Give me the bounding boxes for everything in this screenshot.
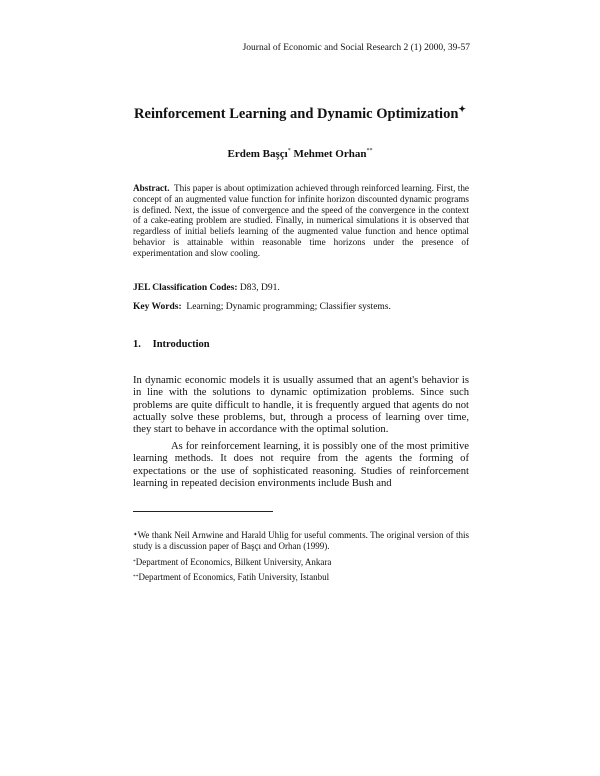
author-1: Erdem Başçı — [227, 148, 288, 160]
title-footnote-mark: ✦ — [458, 104, 466, 114]
footnote-affiliation-1 — [133, 557, 469, 568]
section-title: Introduction — [152, 339, 210, 350]
author-line — [60, 148, 540, 160]
author-2-mark: ** — [366, 148, 373, 154]
author-2: Mehmet Orhan — [293, 148, 367, 160]
jel-codes — [133, 283, 469, 293]
section-number: 1. — [133, 339, 141, 350]
footnote-2-text: Department of Economics, Bilkent University, Ankara — [135, 557, 332, 567]
footnote-2-mark: * — [133, 559, 136, 565]
footnote-acknowledgement — [133, 530, 469, 552]
body-paragraph-1: In dynamic economic models it is usually assumed that an agent's behavior is in line with the solutions to dynamic optimization problems. Since such problems are quite difficult to handle, it is frequently argued that agents do not actually solve these problems, but, through a process of learning over time, they start to behave in accordance with the optimal solution. — [133, 375, 469, 436]
footnote-3-text: Department of Economics, Fatih University, Istanbul — [138, 572, 330, 582]
footnote-3-mark: ** — [133, 574, 139, 580]
title-text: Reinforcement Learning and Dynamic Optimization — [134, 106, 459, 122]
body-paragraph-2: As for reinforcement learning, it is possibly one of the most primitive learning methods. It does not require from the agents the forming of expectations or the use of sophisticated reasoning. Studies of reinforcement learning in repeated decision environments include Bush and — [133, 441, 469, 489]
jel-label: JEL Classification Codes: — [133, 283, 238, 293]
footnote-affiliation-2 — [133, 572, 469, 583]
footnote-divider — [133, 511, 273, 512]
author-1-mark: * — [287, 148, 291, 154]
abstract-text: This paper is about optimization achieved through reinforced learning. First, the concept of an augmented value function for infinite horizon discounted dynamic programs is defined. Next, the issue of convergence and the speed of the convergence in the context of a cake-eating problem are studied. Finally, in numerical simulations it is observed that regardless of initial beliefs learning of the augmented value function and hence optimal behavior is attainable within reasonable time horizons under the presence of experimentation and slow cooling. — [133, 183, 469, 258]
section-heading — [133, 339, 469, 350]
key-words — [133, 302, 469, 312]
footnote-1-mark: ✦ — [133, 532, 138, 538]
keywords-label: Key Words: — [133, 302, 182, 312]
abstract-label: Abstract. — [133, 183, 170, 193]
paper-title — [60, 106, 540, 123]
jel-value: D83, D91. — [239, 283, 280, 293]
keywords-value: Learning; Dynamic programming; Classifier systems. — [186, 302, 391, 312]
abstract — [133, 183, 469, 259]
running-header: Journal of Economic and Social Research 2 (1) 2000, 39-57 — [242, 43, 470, 53]
footnote-1-text: We thank Neil Arnwine and Harald Uhlig for useful comments. The original version of this study is a discussion paper of Başçı and Orhan (1999). — [133, 530, 469, 551]
